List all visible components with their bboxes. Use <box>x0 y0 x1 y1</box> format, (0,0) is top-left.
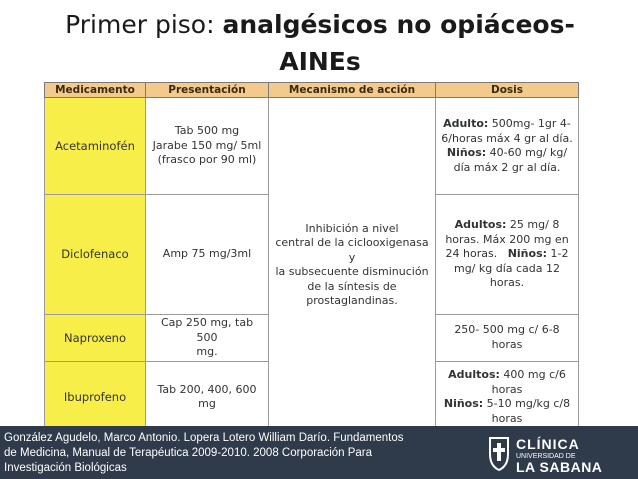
presentation-line: Tab 200, 400, 600 <box>157 382 257 396</box>
presentation-line: mg <box>198 397 216 410</box>
citation-line: de Medicina, Manual de Terapéutica 2009-2010. 2008 Corporación Para <box>4 447 373 459</box>
title-line-1 <box>40 6 600 43</box>
footer-bar <box>0 426 638 479</box>
dose-line <box>439 218 575 233</box>
dose-text: 5-10 mg/kg c/8 <box>483 397 571 410</box>
presentation-cell <box>146 98 269 195</box>
presentation-line: Jarabe 150 mg/ 5ml <box>152 138 262 152</box>
presentation-cell <box>146 361 269 433</box>
table-header-row <box>45 83 579 98</box>
drug-table-container <box>44 82 578 427</box>
dose-line: mg/ kg día cada 12 <box>453 261 561 275</box>
drug-name: Naproxeno <box>45 315 146 362</box>
dose-line <box>439 146 575 161</box>
dose-line <box>439 247 575 262</box>
mechanism-line: de la síntesis de <box>307 279 397 293</box>
mechanism-line: prostaglandinas. <box>306 294 398 308</box>
logo-text-sabana: LA SABANA <box>516 459 603 475</box>
dose-text: 40-60 mg/ kg/ <box>486 146 568 159</box>
dose-line: horas <box>491 337 523 351</box>
presentation-cell <box>146 195 269 315</box>
dose-line <box>439 397 575 412</box>
citation <box>4 431 474 476</box>
title-normal: Primer piso: <box>65 10 223 39</box>
presentation-line: Tab 500 mg <box>174 124 240 138</box>
dose-line: horas. Máx 200 mg en <box>445 232 569 246</box>
dose-line: 6/horas máx 4 gr al día. <box>441 131 573 145</box>
presentation-line: mg. <box>196 345 218 358</box>
mechanism-cell <box>269 98 436 434</box>
dose-cell <box>436 195 579 315</box>
header-dosis: Dosis <box>436 83 579 98</box>
dose-cell <box>436 315 579 362</box>
presentation-cell <box>146 315 269 362</box>
citation-line: Investigación Biológicas <box>4 462 127 474</box>
dose-text: 1-2 <box>547 247 569 261</box>
title-bold-2: AINEs <box>279 47 361 76</box>
dose-line: horas <box>491 382 523 396</box>
mechanism-line: central de la ciclooxigenasa y <box>275 236 429 264</box>
clinic-emblem-icon <box>488 434 510 472</box>
drug-name: Ibuprofeno <box>45 361 146 433</box>
dose-text: 500mg- 1gr 4- <box>488 117 571 130</box>
dose-text: 24 horas. <box>445 247 498 261</box>
dose-label: Adultos: <box>448 368 500 381</box>
drug-table <box>44 82 579 434</box>
dose-cell <box>436 98 579 195</box>
table-row <box>45 98 579 195</box>
dose-line <box>439 117 575 132</box>
presentation-line: Cap 250 mg, tab 500 <box>160 316 254 344</box>
citation-line: González Agudelo, Marco Antonio. Lopera Lotero William Darío. Fundamentos <box>4 432 404 444</box>
title-line-2 <box>40 43 600 80</box>
presentation-line: (frasco por 90 ml) <box>157 153 257 167</box>
dose-label: Niños: <box>507 247 548 261</box>
dose-line: horas. <box>489 276 525 290</box>
dose-line: día máx 2 gr al día. <box>453 160 561 174</box>
dose-label: Niños: <box>446 146 487 159</box>
dose-cell <box>436 361 579 433</box>
header-mecanismo: Mecanismo de acción <box>269 83 436 98</box>
mechanism-line: Inhibición a nivel <box>305 221 399 235</box>
dose-line: horas <box>491 411 523 425</box>
drug-name: Acetaminofén <box>45 98 146 195</box>
dose-label: Niños: <box>443 397 484 410</box>
logo-text-universidad: UNIVERSIDAD DE <box>516 453 576 460</box>
dose-label: Adulto: <box>443 117 489 130</box>
drug-name: Diclofenaco <box>45 195 146 315</box>
slide-title <box>40 6 600 80</box>
header-presentacion: Presentación <box>146 83 269 98</box>
logo-text-clinica: CLÍNICA <box>516 436 580 452</box>
dose-text: 25 mg/ 8 <box>506 218 560 232</box>
dose-text: 400 mg c/6 <box>499 368 566 381</box>
dose-line: 250- 500 mg c/ 6-8 <box>454 323 560 337</box>
dose-label: Adultos: <box>454 218 507 232</box>
header-medicamento: Medicamento <box>45 83 146 98</box>
title-bold-1: analgésicos no opiáceos- <box>222 10 575 39</box>
presentation-line: Amp 75 mg/3ml <box>162 247 252 261</box>
clinic-logo <box>488 434 638 474</box>
mechanism-line: la subsecuente disminución <box>275 265 429 279</box>
dose-line <box>439 368 575 383</box>
